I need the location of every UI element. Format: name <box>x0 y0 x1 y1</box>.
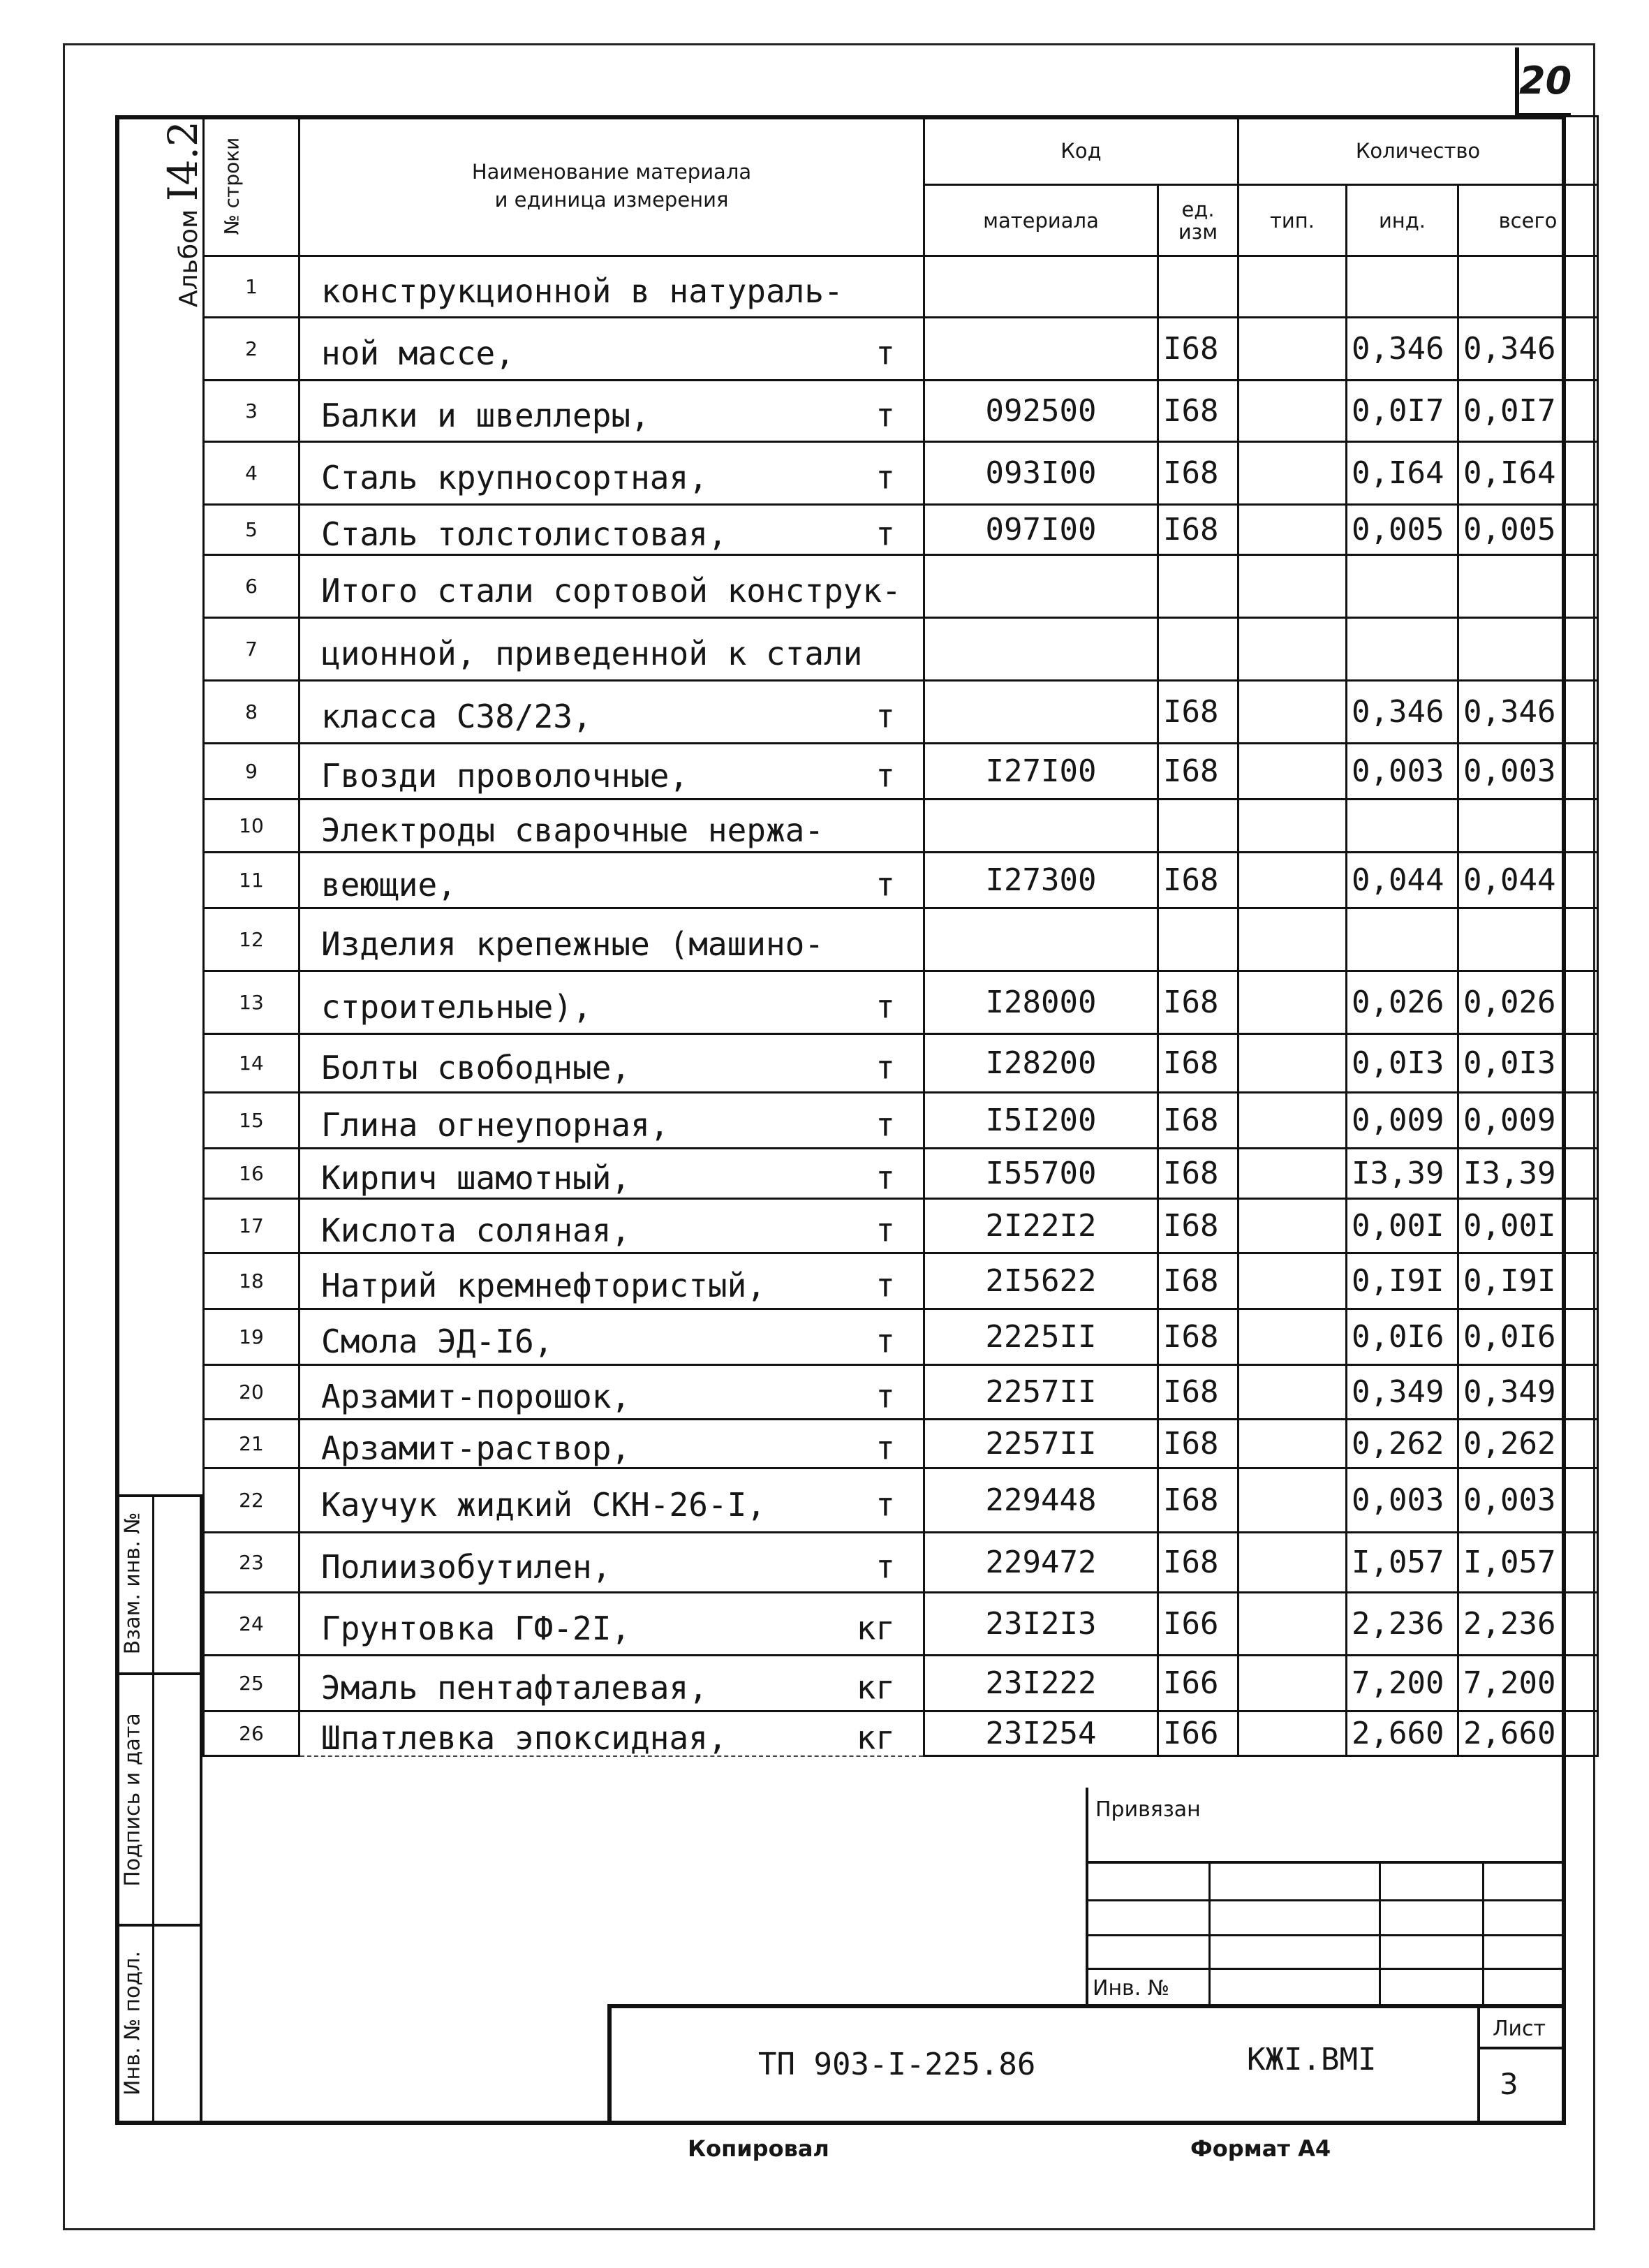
qty-ind: 0,003 <box>1347 744 1458 800</box>
material-unit: кг <box>856 1667 895 1706</box>
material-unit: т <box>875 864 895 903</box>
qty-total <box>1458 800 1598 853</box>
qty-total-header: всего <box>1458 185 1598 256</box>
qty-ind: 0,026 <box>1347 971 1458 1034</box>
table-row <box>204 618 1598 681</box>
stamp-line-2 <box>1086 1899 1566 1901</box>
material-code: 092500 <box>924 381 1158 442</box>
row-number: 6 <box>204 555 300 618</box>
row-number: 22 <box>204 1468 300 1533</box>
unit-code: I68 <box>1158 1468 1238 1533</box>
material-name <box>300 318 924 381</box>
material-name-text: Арзамит-раствор, <box>321 1429 631 1467</box>
material-name <box>300 505 924 555</box>
row-number: 23 <box>204 1533 300 1593</box>
qty-total: 0,026 <box>1458 971 1598 1034</box>
material-code: I27300 <box>924 853 1158 908</box>
sheet-value: 3 <box>1500 2067 1518 2101</box>
row-number: 2 <box>204 318 300 381</box>
qty-total: 7,200 <box>1458 1656 1598 1711</box>
material-name <box>300 1711 924 1756</box>
material-name <box>300 1365 924 1420</box>
qty-ind: 0,349 <box>1347 1365 1458 1420</box>
material-name-text: ной массе, <box>321 334 515 372</box>
row-number: 7 <box>204 618 300 681</box>
qty-ind: 0,009 <box>1347 1093 1458 1149</box>
album-number: I4.2 <box>159 121 207 202</box>
qty-typ <box>1238 1309 1347 1365</box>
unit-code: I68 <box>1158 442 1238 505</box>
material-code: 097I00 <box>924 505 1158 555</box>
qty-typ <box>1238 1656 1347 1711</box>
table-row <box>204 908 1598 971</box>
material-code <box>924 618 1158 681</box>
unit-code: I68 <box>1158 318 1238 381</box>
inv-no-label: Инв. № <box>1093 1976 1170 2001</box>
qty-total: 0,003 <box>1458 744 1598 800</box>
qty-total: 0,I9I <box>1458 1253 1598 1309</box>
title-block <box>607 2004 1566 2125</box>
qty-ind-header: инд. <box>1347 185 1458 256</box>
album-label <box>159 121 207 307</box>
table-row <box>204 1533 1598 1593</box>
qty-ind: 0,I64 <box>1347 442 1458 505</box>
qty-total: I3,39 <box>1458 1149 1598 1199</box>
material-code <box>924 681 1158 744</box>
materials-body <box>204 256 1598 1756</box>
qty-total: 0,0I7 <box>1458 381 1598 442</box>
qty-total: I,057 <box>1458 1533 1598 1593</box>
qty-total: 0,009 <box>1458 1093 1598 1149</box>
row-number: 18 <box>204 1253 300 1309</box>
material-name-text: Сталь крупносортная, <box>321 458 708 496</box>
code-material-header: материала <box>924 185 1158 256</box>
row-number: 17 <box>204 1199 300 1253</box>
material-unit: т <box>875 1321 895 1360</box>
material-name-text: Шпатлевка эпоксидная, <box>321 1718 727 1757</box>
quantity-header: Количество <box>1238 117 1598 185</box>
qty-total: 0,0I6 <box>1458 1309 1598 1365</box>
qty-ind: 0,262 <box>1347 1420 1458 1468</box>
material-name-text: Кирпич шамотный, <box>321 1158 631 1197</box>
material-unit: т <box>875 1547 895 1585</box>
material-name-text: Натрий кремнефтористый, <box>321 1266 766 1304</box>
unit-code: I68 <box>1158 971 1238 1034</box>
material-name <box>300 618 924 681</box>
row-number: 9 <box>204 744 300 800</box>
unit-code: I68 <box>1158 853 1238 908</box>
qty-typ <box>1238 1365 1347 1420</box>
material-code <box>924 256 1158 318</box>
qty-typ <box>1238 618 1347 681</box>
kopiroval-label: Копировал <box>688 2135 829 2162</box>
table-row <box>204 1199 1598 1253</box>
unit-code <box>1158 618 1238 681</box>
table-row <box>204 1093 1598 1149</box>
table-row <box>204 1149 1598 1199</box>
material-name-text: Электроды сварочные нержа- <box>321 811 824 849</box>
unit-code: I68 <box>1158 1365 1238 1420</box>
material-name <box>300 744 924 800</box>
qty-ind: 7,200 <box>1347 1656 1458 1711</box>
qty-total: 0,00I <box>1458 1199 1598 1253</box>
material-name <box>300 800 924 853</box>
qty-typ <box>1238 1253 1347 1309</box>
qty-total: 0,349 <box>1458 1365 1598 1420</box>
material-code <box>924 800 1158 853</box>
format-label: Формат А4 <box>1190 2135 1331 2162</box>
qty-typ <box>1238 1199 1347 1253</box>
qty-typ <box>1238 381 1347 442</box>
table-row <box>204 1468 1598 1533</box>
qty-typ-header: тип. <box>1238 185 1347 256</box>
unit-code: I68 <box>1158 1309 1238 1365</box>
material-unit: т <box>875 696 895 735</box>
material-name-text: Изделия крепежные (машино- <box>321 925 824 963</box>
material-code: I5I200 <box>924 1093 1158 1149</box>
qty-ind <box>1347 618 1458 681</box>
table-row <box>204 1656 1598 1711</box>
material-code: 2I5622 <box>924 1253 1158 1309</box>
sheet-label: Лист <box>1493 2017 1546 2041</box>
material-name-text: Болты свободные, <box>321 1048 631 1087</box>
stamp-line-4 <box>1086 1968 1566 1970</box>
unit-code: I68 <box>1158 1253 1238 1309</box>
material-name-text: конструкционной в натураль- <box>321 272 843 310</box>
material-unit: т <box>875 987 895 1025</box>
row-number: 26 <box>204 1711 300 1756</box>
unit-code: I68 <box>1158 1533 1238 1593</box>
qty-ind: I3,39 <box>1347 1149 1458 1199</box>
qty-total: 0,262 <box>1458 1420 1598 1468</box>
row-number: 1 <box>204 256 300 318</box>
material-code: I27I00 <box>924 744 1158 800</box>
qty-ind <box>1347 555 1458 618</box>
material-unit: т <box>875 457 895 496</box>
material-name <box>300 381 924 442</box>
qty-total: 0,003 <box>1458 1468 1598 1533</box>
qty-ind: 0,346 <box>1347 681 1458 744</box>
qty-typ <box>1238 853 1347 908</box>
material-unit: т <box>875 1158 895 1196</box>
left-stamp-line-1 <box>115 1672 202 1675</box>
row-number: 8 <box>204 681 300 744</box>
material-unit: т <box>875 1485 895 1523</box>
material-name <box>300 971 924 1034</box>
row-number: 11 <box>204 853 300 908</box>
table-row <box>204 1711 1598 1756</box>
table-row <box>204 555 1598 618</box>
material-name <box>300 256 924 318</box>
qty-total <box>1458 555 1598 618</box>
material-code <box>924 908 1158 971</box>
material-code: 093I00 <box>924 442 1158 505</box>
material-name-text: строительные), <box>321 987 592 1026</box>
row-number: 12 <box>204 908 300 971</box>
row-number: 3 <box>204 381 300 442</box>
qty-typ <box>1238 744 1347 800</box>
material-unit: кг <box>856 1718 895 1757</box>
left-stamp-inner-line <box>152 1494 154 2125</box>
sheet-number: 20 <box>1515 47 1571 117</box>
row-number: 15 <box>204 1093 300 1149</box>
material-name-text: Итого стали сортовой конструк- <box>321 571 901 610</box>
material-name <box>300 1149 924 1199</box>
unit-code: I68 <box>1158 1199 1238 1253</box>
table-row <box>204 256 1598 318</box>
document-code: КЖI.ВМI <box>1247 2042 1377 2077</box>
qty-total: 0,005 <box>1458 505 1598 555</box>
row-number: 5 <box>204 505 300 555</box>
unit-code: I68 <box>1158 1420 1238 1468</box>
unit-code: I68 <box>1158 1034 1238 1093</box>
privyazan-label: Привязан <box>1095 1797 1201 1822</box>
material-code: 229448 <box>924 1468 1158 1533</box>
qty-ind: 0,0I7 <box>1347 381 1458 442</box>
qty-total <box>1458 256 1598 318</box>
qty-typ <box>1238 1711 1347 1756</box>
table-row <box>204 1034 1598 1093</box>
sheet-cell-line <box>1477 2004 1480 2125</box>
material-code <box>924 555 1158 618</box>
vzam-inv-label: Взам. инв. № <box>120 1512 145 1655</box>
material-name <box>300 1533 924 1593</box>
material-name <box>300 555 924 618</box>
table-row <box>204 381 1598 442</box>
row-number: 14 <box>204 1034 300 1093</box>
qty-typ <box>1238 908 1347 971</box>
qty-total: 0,044 <box>1458 853 1598 908</box>
material-unit: т <box>875 1376 895 1415</box>
row-number: 13 <box>204 971 300 1034</box>
qty-typ <box>1238 1149 1347 1199</box>
material-code: 2I22I2 <box>924 1199 1158 1253</box>
stamp-vline-2 <box>1379 1861 1381 2004</box>
material-name <box>300 1199 924 1253</box>
material-name-text: Кислота соляная, <box>321 1211 631 1249</box>
stamp-line-1 <box>1086 1861 1566 1864</box>
material-name <box>300 681 924 744</box>
material-unit: т <box>875 333 895 371</box>
material-code: I28000 <box>924 971 1158 1034</box>
material-name <box>300 1093 924 1149</box>
qty-typ <box>1238 1468 1347 1533</box>
left-stamp <box>115 1494 202 2125</box>
qty-ind: 0,005 <box>1347 505 1458 555</box>
material-code: I28200 <box>924 1034 1158 1093</box>
material-code: 23I222 <box>924 1656 1158 1711</box>
material-unit: т <box>875 1047 895 1086</box>
unit-code <box>1158 555 1238 618</box>
material-unit: т <box>875 1105 895 1143</box>
qty-typ <box>1238 681 1347 744</box>
material-name-text: ционной, приведенной к стали <box>321 634 863 672</box>
material-code: 229472 <box>924 1533 1158 1593</box>
unit-code: I66 <box>1158 1593 1238 1656</box>
material-code: 2225II <box>924 1309 1158 1365</box>
qty-typ <box>1238 505 1347 555</box>
material-name-text: Балки и швеллеры, <box>321 396 650 434</box>
material-code: 2257II <box>924 1365 1158 1420</box>
table-row <box>204 505 1598 555</box>
unit-code: I68 <box>1158 744 1238 800</box>
table-row <box>204 744 1598 800</box>
stamp-line-3 <box>1086 1934 1566 1936</box>
material-unit: кг <box>856 1608 895 1647</box>
qty-total: 0,0I3 <box>1458 1034 1598 1093</box>
material-code: I55700 <box>924 1149 1158 1199</box>
unit-code <box>1158 908 1238 971</box>
qty-typ <box>1238 1420 1347 1468</box>
material-name <box>300 1420 924 1468</box>
material-name <box>300 1253 924 1309</box>
qty-typ <box>1238 555 1347 618</box>
name-header: Наименование материала и единица измерения <box>300 117 924 256</box>
row-number: 25 <box>204 1656 300 1711</box>
designation: ТП 903-I-225.86 <box>758 2047 1036 2082</box>
code-unit-header: ед. изм <box>1158 185 1238 256</box>
material-code: 23I2I3 <box>924 1593 1158 1656</box>
qty-total: 0,346 <box>1458 681 1598 744</box>
qty-total: 2,660 <box>1458 1711 1598 1756</box>
unit-code: I68 <box>1158 381 1238 442</box>
unit-code: I68 <box>1158 1093 1238 1149</box>
left-stamp-line-2 <box>115 1924 202 1927</box>
stamp-vline-1 <box>1208 1861 1211 2004</box>
qty-ind <box>1347 800 1458 853</box>
qty-typ <box>1238 1533 1347 1593</box>
material-name-text: Эмаль пентафталевая, <box>321 1668 708 1707</box>
unit-code: I66 <box>1158 1656 1238 1711</box>
sheet-cell-hline <box>1477 2047 1566 2049</box>
material-code: 23I254 <box>924 1711 1158 1756</box>
table-row <box>204 853 1598 908</box>
unit-code: I68 <box>1158 681 1238 744</box>
material-code <box>924 318 1158 381</box>
qty-ind: 0,044 <box>1347 853 1458 908</box>
row-number: 21 <box>204 1420 300 1468</box>
material-name-text: Смола ЭД-I6, <box>321 1322 554 1360</box>
unit-code <box>1158 256 1238 318</box>
material-name <box>300 442 924 505</box>
qty-ind: 0,346 <box>1347 318 1458 381</box>
qty-typ <box>1238 442 1347 505</box>
unit-code: I66 <box>1158 1711 1238 1756</box>
qty-total: 0,I64 <box>1458 442 1598 505</box>
qty-ind <box>1347 256 1458 318</box>
table-row <box>204 1253 1598 1309</box>
table-row <box>204 800 1598 853</box>
table-row <box>204 318 1598 381</box>
table-row <box>204 681 1598 744</box>
material-name <box>300 1468 924 1533</box>
material-name <box>300 1309 924 1365</box>
stamp-vline-3 <box>1482 1861 1484 2004</box>
row-number: 24 <box>204 1593 300 1656</box>
material-name <box>300 908 924 971</box>
material-name <box>300 1593 924 1656</box>
table-row <box>204 1309 1598 1365</box>
material-name-text: Полиизобутилен, <box>321 1547 612 1586</box>
qty-typ <box>1238 1593 1347 1656</box>
material-unit: т <box>875 1210 895 1249</box>
table-row <box>204 971 1598 1034</box>
qty-typ <box>1238 971 1347 1034</box>
row-number: 19 <box>204 1309 300 1365</box>
material-name-text: класса С38/23, <box>321 697 592 735</box>
material-unit: т <box>875 756 895 794</box>
album-word: Альбом <box>175 209 203 307</box>
row-number: 20 <box>204 1365 300 1420</box>
binding-stamp <box>1086 1788 1566 2004</box>
qty-ind: I,057 <box>1347 1533 1458 1593</box>
material-name-text: Каучук жидкий СКН-26-I, <box>321 1485 766 1524</box>
table-row <box>204 1420 1598 1468</box>
qty-ind <box>1347 908 1458 971</box>
unit-code <box>1158 800 1238 853</box>
material-name <box>300 1034 924 1093</box>
row-number: 10 <box>204 800 300 853</box>
material-name-text: веющие, <box>321 865 457 904</box>
qty-total <box>1458 618 1598 681</box>
row-number: 16 <box>204 1149 300 1199</box>
qty-ind: 0,0I3 <box>1347 1034 1458 1093</box>
material-unit: т <box>875 514 895 552</box>
qty-typ <box>1238 1034 1347 1093</box>
material-unit: т <box>875 1428 895 1466</box>
inv-podl-label: Инв. № подл. <box>120 1951 145 2096</box>
material-code: 2257II <box>924 1420 1158 1468</box>
qty-ind: 0,I9I <box>1347 1253 1458 1309</box>
material-name-text: Грунтовка ГФ-2I, <box>321 1609 631 1647</box>
code-header: Код <box>924 117 1238 185</box>
podpis-data-label: Подпись и дата <box>120 1713 145 1887</box>
table-row <box>204 442 1598 505</box>
materials-table <box>202 115 1599 1757</box>
qty-ind: 0,003 <box>1347 1468 1458 1533</box>
row-number-header: № строки <box>204 117 300 256</box>
unit-code: I68 <box>1158 505 1238 555</box>
material-name-text: Гвозди проволочные, <box>321 756 689 795</box>
material-name <box>300 853 924 908</box>
qty-typ <box>1238 800 1347 853</box>
material-name-text: Глина огнеупорная, <box>321 1105 670 1144</box>
row-number: 4 <box>204 442 300 505</box>
material-name-text: Арзамит-порошок, <box>321 1377 631 1415</box>
material-name <box>300 1656 924 1711</box>
material-unit: т <box>875 1265 895 1304</box>
qty-ind: 2,660 <box>1347 1711 1458 1756</box>
qty-total: 0,346 <box>1458 318 1598 381</box>
qty-ind: 2,236 <box>1347 1593 1458 1656</box>
unit-code: I68 <box>1158 1149 1238 1199</box>
qty-total <box>1458 908 1598 971</box>
qty-total: 2,236 <box>1458 1593 1598 1656</box>
qty-typ <box>1238 1093 1347 1149</box>
table-row <box>204 1593 1598 1656</box>
table-row <box>204 1365 1598 1420</box>
qty-typ <box>1238 318 1347 381</box>
material-name-text: Сталь толстолистовая, <box>321 515 727 553</box>
qty-typ <box>1238 256 1347 318</box>
qty-ind: 0,00I <box>1347 1199 1458 1253</box>
qty-ind: 0,0I6 <box>1347 1309 1458 1365</box>
material-unit: т <box>875 395 895 434</box>
